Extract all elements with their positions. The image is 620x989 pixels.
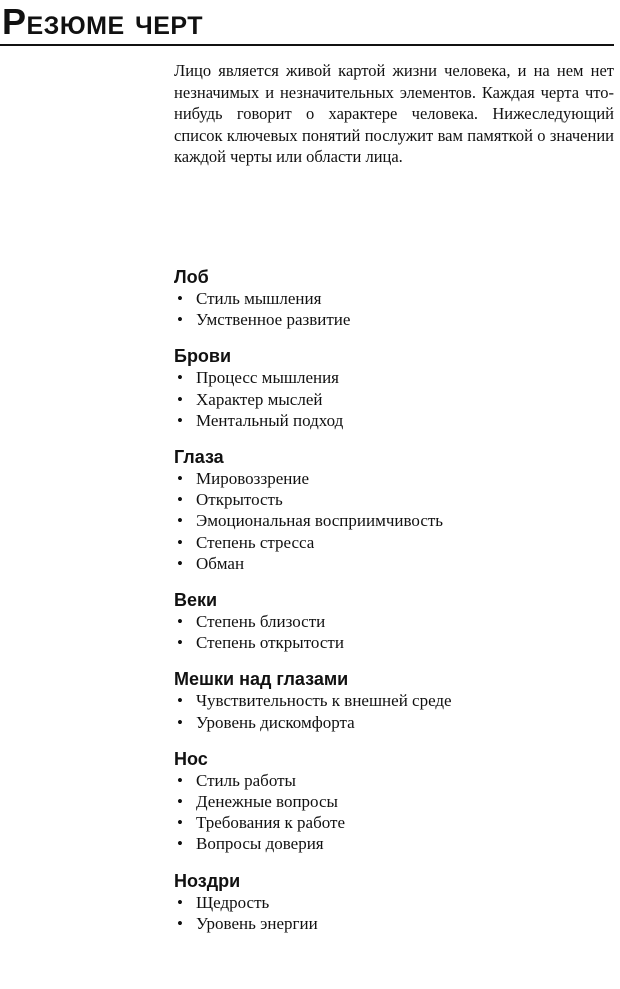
bullet-icon: •	[177, 612, 183, 632]
section-heading: Мешки над глазами	[174, 669, 349, 690]
list-item	[174, 309, 614, 330]
bullet-icon: •	[177, 633, 183, 653]
section-heading: Брови	[174, 346, 232, 367]
item-list	[174, 288, 614, 330]
list-item-text: Стиль мышления	[196, 289, 322, 308]
bullet-icon: •	[177, 691, 183, 711]
list-item-text: Чувствительность к внешней среде	[196, 691, 452, 711]
section-heading: Ноздри	[174, 870, 241, 891]
list-item	[174, 611, 614, 632]
section-block	[174, 589, 614, 653]
list-item-text: Обман	[196, 553, 245, 573]
list-item-text: Процесс мышления	[196, 368, 339, 388]
list-item	[174, 632, 614, 653]
list-item	[174, 367, 614, 388]
section-block	[174, 870, 614, 934]
list-item-text: Эмоциональная восприимчивость	[196, 511, 444, 531]
section-heading: Глаза	[174, 447, 224, 468]
list-item	[174, 690, 614, 711]
page-header	[0, 0, 620, 48]
bullet-icon: •	[177, 310, 183, 330]
list-item	[174, 489, 614, 510]
section-heading: Лоб	[174, 267, 209, 287]
list-item-text: Денежные вопросы	[196, 792, 338, 812]
list-item	[174, 833, 614, 854]
bullet-icon: •	[177, 410, 183, 430]
list-item-text: Умственное развитие	[196, 310, 351, 330]
list-item	[174, 553, 614, 574]
list-item-text: Характер мыслей	[196, 389, 323, 409]
list-item	[174, 468, 614, 489]
section-block	[174, 446, 614, 574]
item-list	[174, 468, 614, 574]
bullet-icon: •	[177, 913, 183, 933]
bullet-icon: •	[177, 469, 183, 489]
section-block	[174, 748, 614, 855]
item-list	[174, 690, 614, 732]
list-item-text: Степень стресса	[196, 532, 315, 552]
list-item	[174, 913, 614, 934]
bullet-icon: •	[177, 770, 183, 790]
list-item-text: Открытость	[196, 490, 283, 510]
section-block	[174, 345, 614, 431]
list-item-text: Требования к работе	[196, 813, 345, 833]
section-heading: Нос	[174, 748, 208, 769]
bullet-icon: •	[177, 792, 183, 812]
page-title: Резюме черт	[2, 1, 203, 42]
trait-sections	[174, 266, 614, 949]
bullet-icon: •	[177, 368, 183, 388]
bullet-icon: •	[177, 532, 183, 552]
list-item	[174, 812, 614, 833]
list-item-text: Мировоззрение	[196, 469, 310, 489]
list-item-text: Уровень энергии	[196, 913, 318, 933]
list-item	[174, 510, 614, 531]
bullet-icon: •	[177, 289, 183, 308]
bullet-icon: •	[177, 813, 183, 833]
list-item-text: Ментальный подход	[196, 410, 344, 430]
item-list	[174, 367, 614, 431]
list-item-text: Уровень дискомфорта	[196, 712, 355, 732]
bullet-icon: •	[177, 511, 183, 531]
list-item-text: Степень близости	[196, 612, 326, 632]
list-item	[174, 410, 614, 431]
section-block	[174, 266, 614, 330]
section-heading: Веки	[174, 590, 218, 611]
bullet-icon: •	[177, 553, 183, 573]
list-item	[174, 770, 614, 791]
list-item-text: Щедрость	[196, 892, 270, 912]
list-item	[174, 892, 614, 913]
bullet-icon: •	[177, 389, 183, 409]
list-item	[174, 532, 614, 553]
intro-paragraph: Лицо является живой картой жизни человека, и на нем нет незначимых и незначительных элементов. Каждая черта что-нибудь говорит о характере человека. Нижеследующий список ключевых понятий послужит вам памяткой о значении каждой черты или области лица.	[174, 61, 614, 167]
bullet-icon: •	[177, 892, 183, 912]
list-item-text: Вопросы доверия	[196, 834, 324, 854]
bullet-icon: •	[177, 490, 183, 510]
item-list	[174, 770, 614, 855]
bullet-icon: •	[177, 834, 183, 854]
item-list	[174, 892, 614, 934]
list-item-text: Стиль работы	[196, 770, 296, 790]
header-rule	[0, 44, 614, 46]
list-item-text: Степень открытости	[196, 633, 344, 653]
list-item	[174, 288, 614, 309]
item-list	[174, 611, 614, 653]
bullet-icon: •	[177, 712, 183, 732]
section-block	[174, 668, 614, 732]
list-item	[174, 791, 614, 812]
list-item	[174, 712, 614, 733]
list-item	[174, 389, 614, 410]
